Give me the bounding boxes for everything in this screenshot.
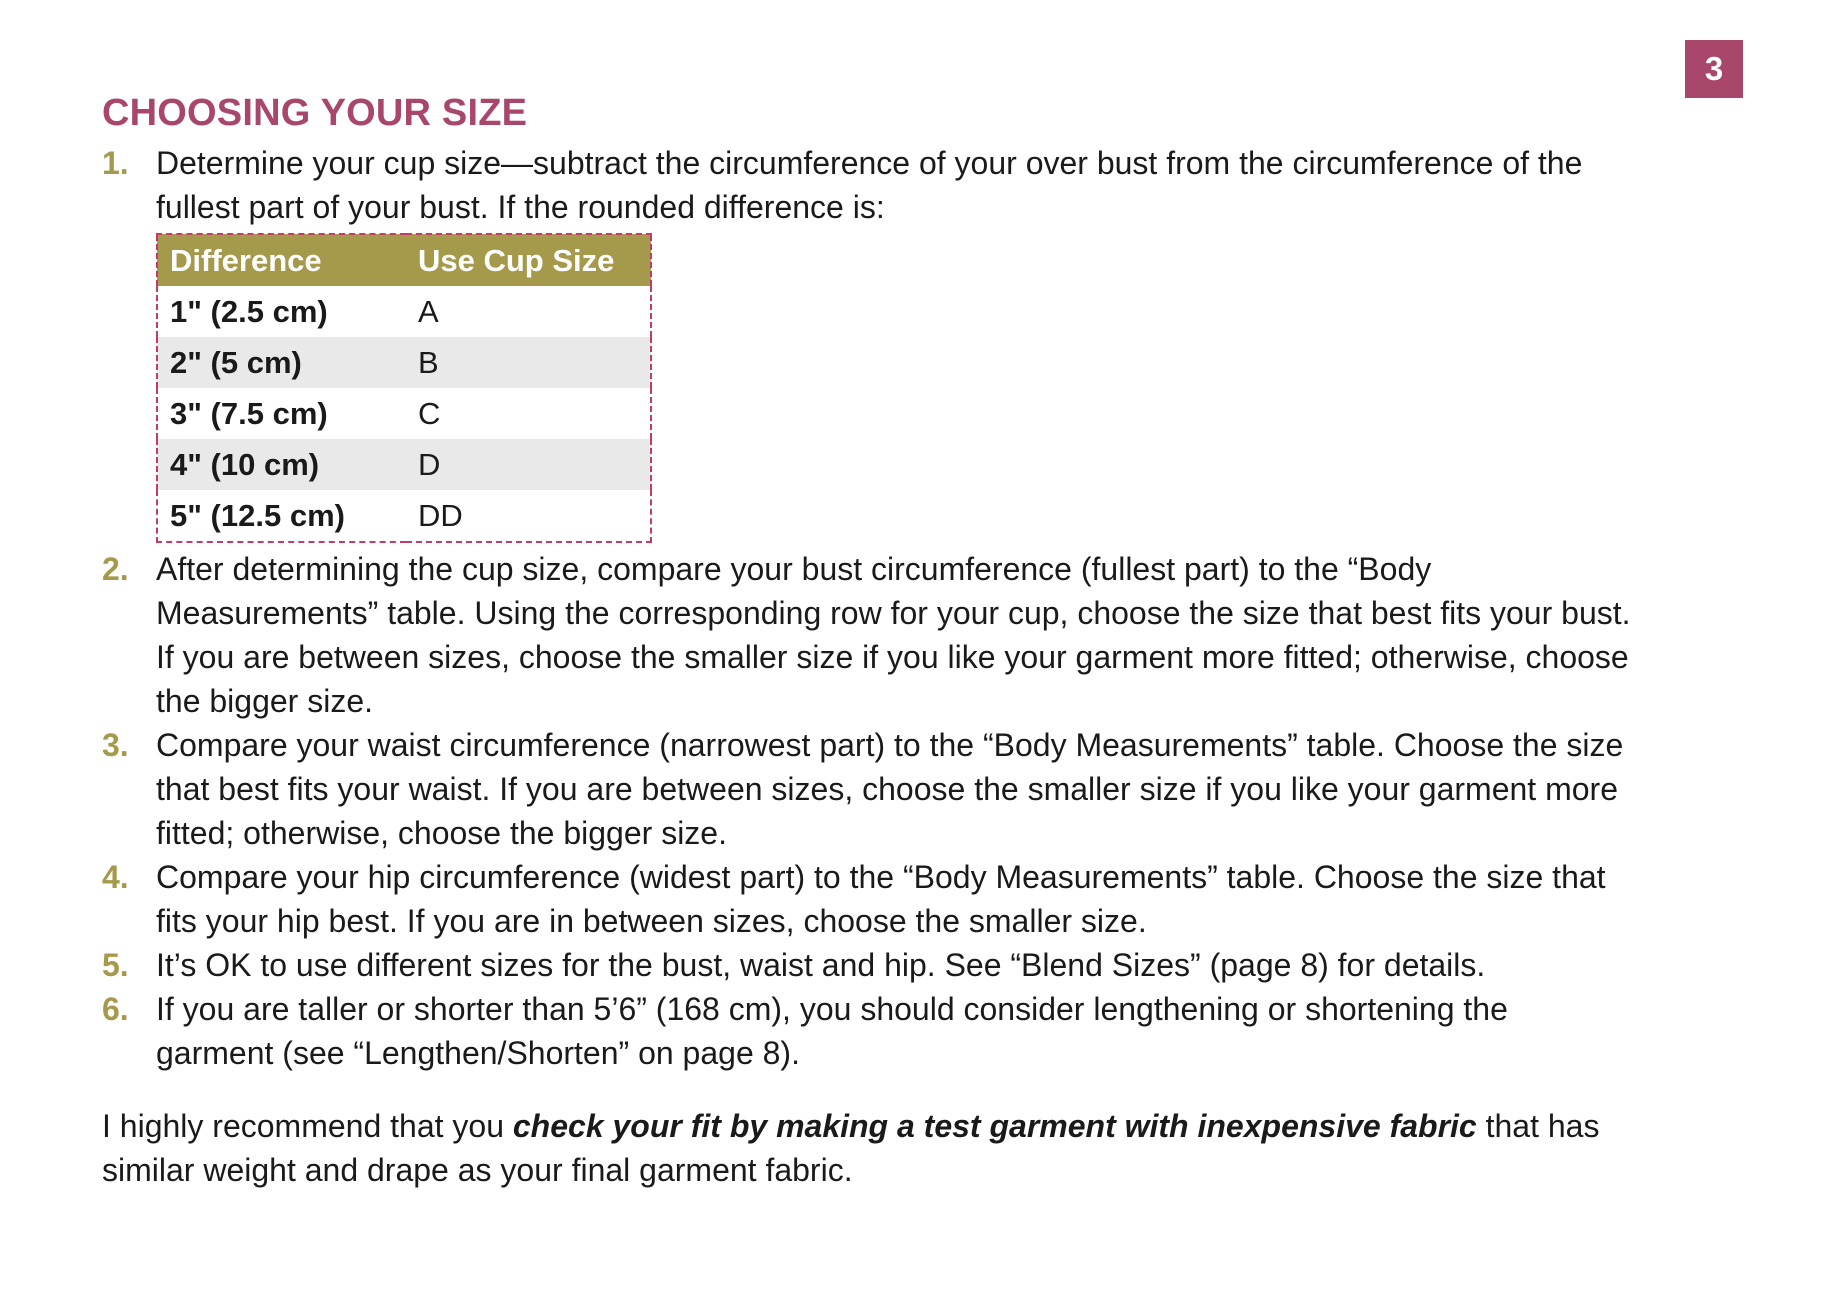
table-row bbox=[157, 337, 651, 388]
difference-cell: 5" (12.5 cm) bbox=[170, 497, 345, 533]
step-text: It’s OK to use different sizes for the bust, waist and hip. See “Blend Sizes” (page 8) for details. bbox=[156, 947, 1486, 983]
step-item bbox=[102, 855, 1742, 943]
step-text: Compare your waist circumference (narrowest part) to the “Body Measurements” table. Choose the size that best fits your waist. If you are between sizes, choose the smaller size if you like your garment more fitted; otherwise, choose the bigger size. bbox=[156, 727, 1624, 851]
difference-cell: 1" (2.5 cm) bbox=[170, 293, 328, 329]
difference-cell: 4" (10 cm) bbox=[157, 439, 406, 490]
recommendation-emphasis: check your fit by making a test garment with inexpensive fabric bbox=[512, 1108, 1477, 1144]
recommendation-lead: I highly recommend that you bbox=[102, 1108, 513, 1144]
step-number: 4. bbox=[102, 859, 129, 895]
recommendation-paragraph bbox=[102, 1104, 1742, 1192]
table-header-difference: Difference bbox=[157, 234, 406, 286]
page-number: 3 bbox=[1704, 50, 1724, 87]
step-text: Determine your cup size—subtract the circumference of your over bust from the circumference of the fullest part of your bust. If the rounded difference is: bbox=[156, 145, 1583, 225]
recommendation-tail: that has similar weight and drape as your final garment fabric. bbox=[102, 1108, 1600, 1188]
step-item bbox=[102, 547, 1742, 723]
table-row bbox=[157, 490, 651, 542]
instruction-steps bbox=[102, 141, 1742, 1075]
step-item bbox=[102, 141, 1742, 547]
step-number: 6. bbox=[102, 991, 129, 1027]
difference-cell: 2" (5 cm) bbox=[157, 337, 406, 388]
step-number: 2. bbox=[102, 551, 129, 587]
page-number-badge bbox=[1685, 40, 1743, 98]
cup-cell: D bbox=[406, 439, 651, 490]
table-row bbox=[157, 439, 651, 490]
difference-cell: 3" (7.5 cm) bbox=[170, 395, 328, 431]
step-body bbox=[156, 141, 1582, 547]
step-text: Compare your hip circumference (widest part) to the “Body Measurements” table. Choose the size that fits your hip best. If you are in between sizes, choose the smaller size. bbox=[156, 859, 1606, 939]
step-number: 5. bbox=[102, 947, 129, 983]
section-heading: CHOOSING YOUR SIZE bbox=[102, 92, 528, 134]
table-row bbox=[157, 388, 651, 439]
step-item bbox=[102, 987, 1742, 1075]
step-item bbox=[102, 943, 1742, 987]
table-header-row bbox=[157, 234, 651, 286]
step-text: If you are taller or shorter than 5’6” (168 cm), you should consider lengthening or shortening the garment (see “Lengthen/Shorten” on page 8). bbox=[156, 991, 1508, 1071]
cup-cell: B bbox=[406, 337, 651, 388]
cup-size-table bbox=[156, 233, 652, 543]
step-number: 3. bbox=[102, 727, 129, 763]
cup-cell: A bbox=[418, 293, 439, 329]
step-item bbox=[102, 723, 1742, 855]
cup-cell: C bbox=[418, 395, 441, 431]
table-row bbox=[157, 286, 651, 337]
table-header-cup-size: Use Cup Size bbox=[406, 234, 651, 286]
cup-cell: DD bbox=[418, 497, 463, 533]
step-number: 1. bbox=[102, 145, 129, 181]
step-text: After determining the cup size, compare your bust circumference (fullest part) to the “Body Measurements” table. Using the corresponding row for your cup, choose the size that best fits your bust. If you are between sizes, choose the smaller size if you like your garment more fitted; otherwise, choose the bigger size. bbox=[156, 551, 1631, 719]
